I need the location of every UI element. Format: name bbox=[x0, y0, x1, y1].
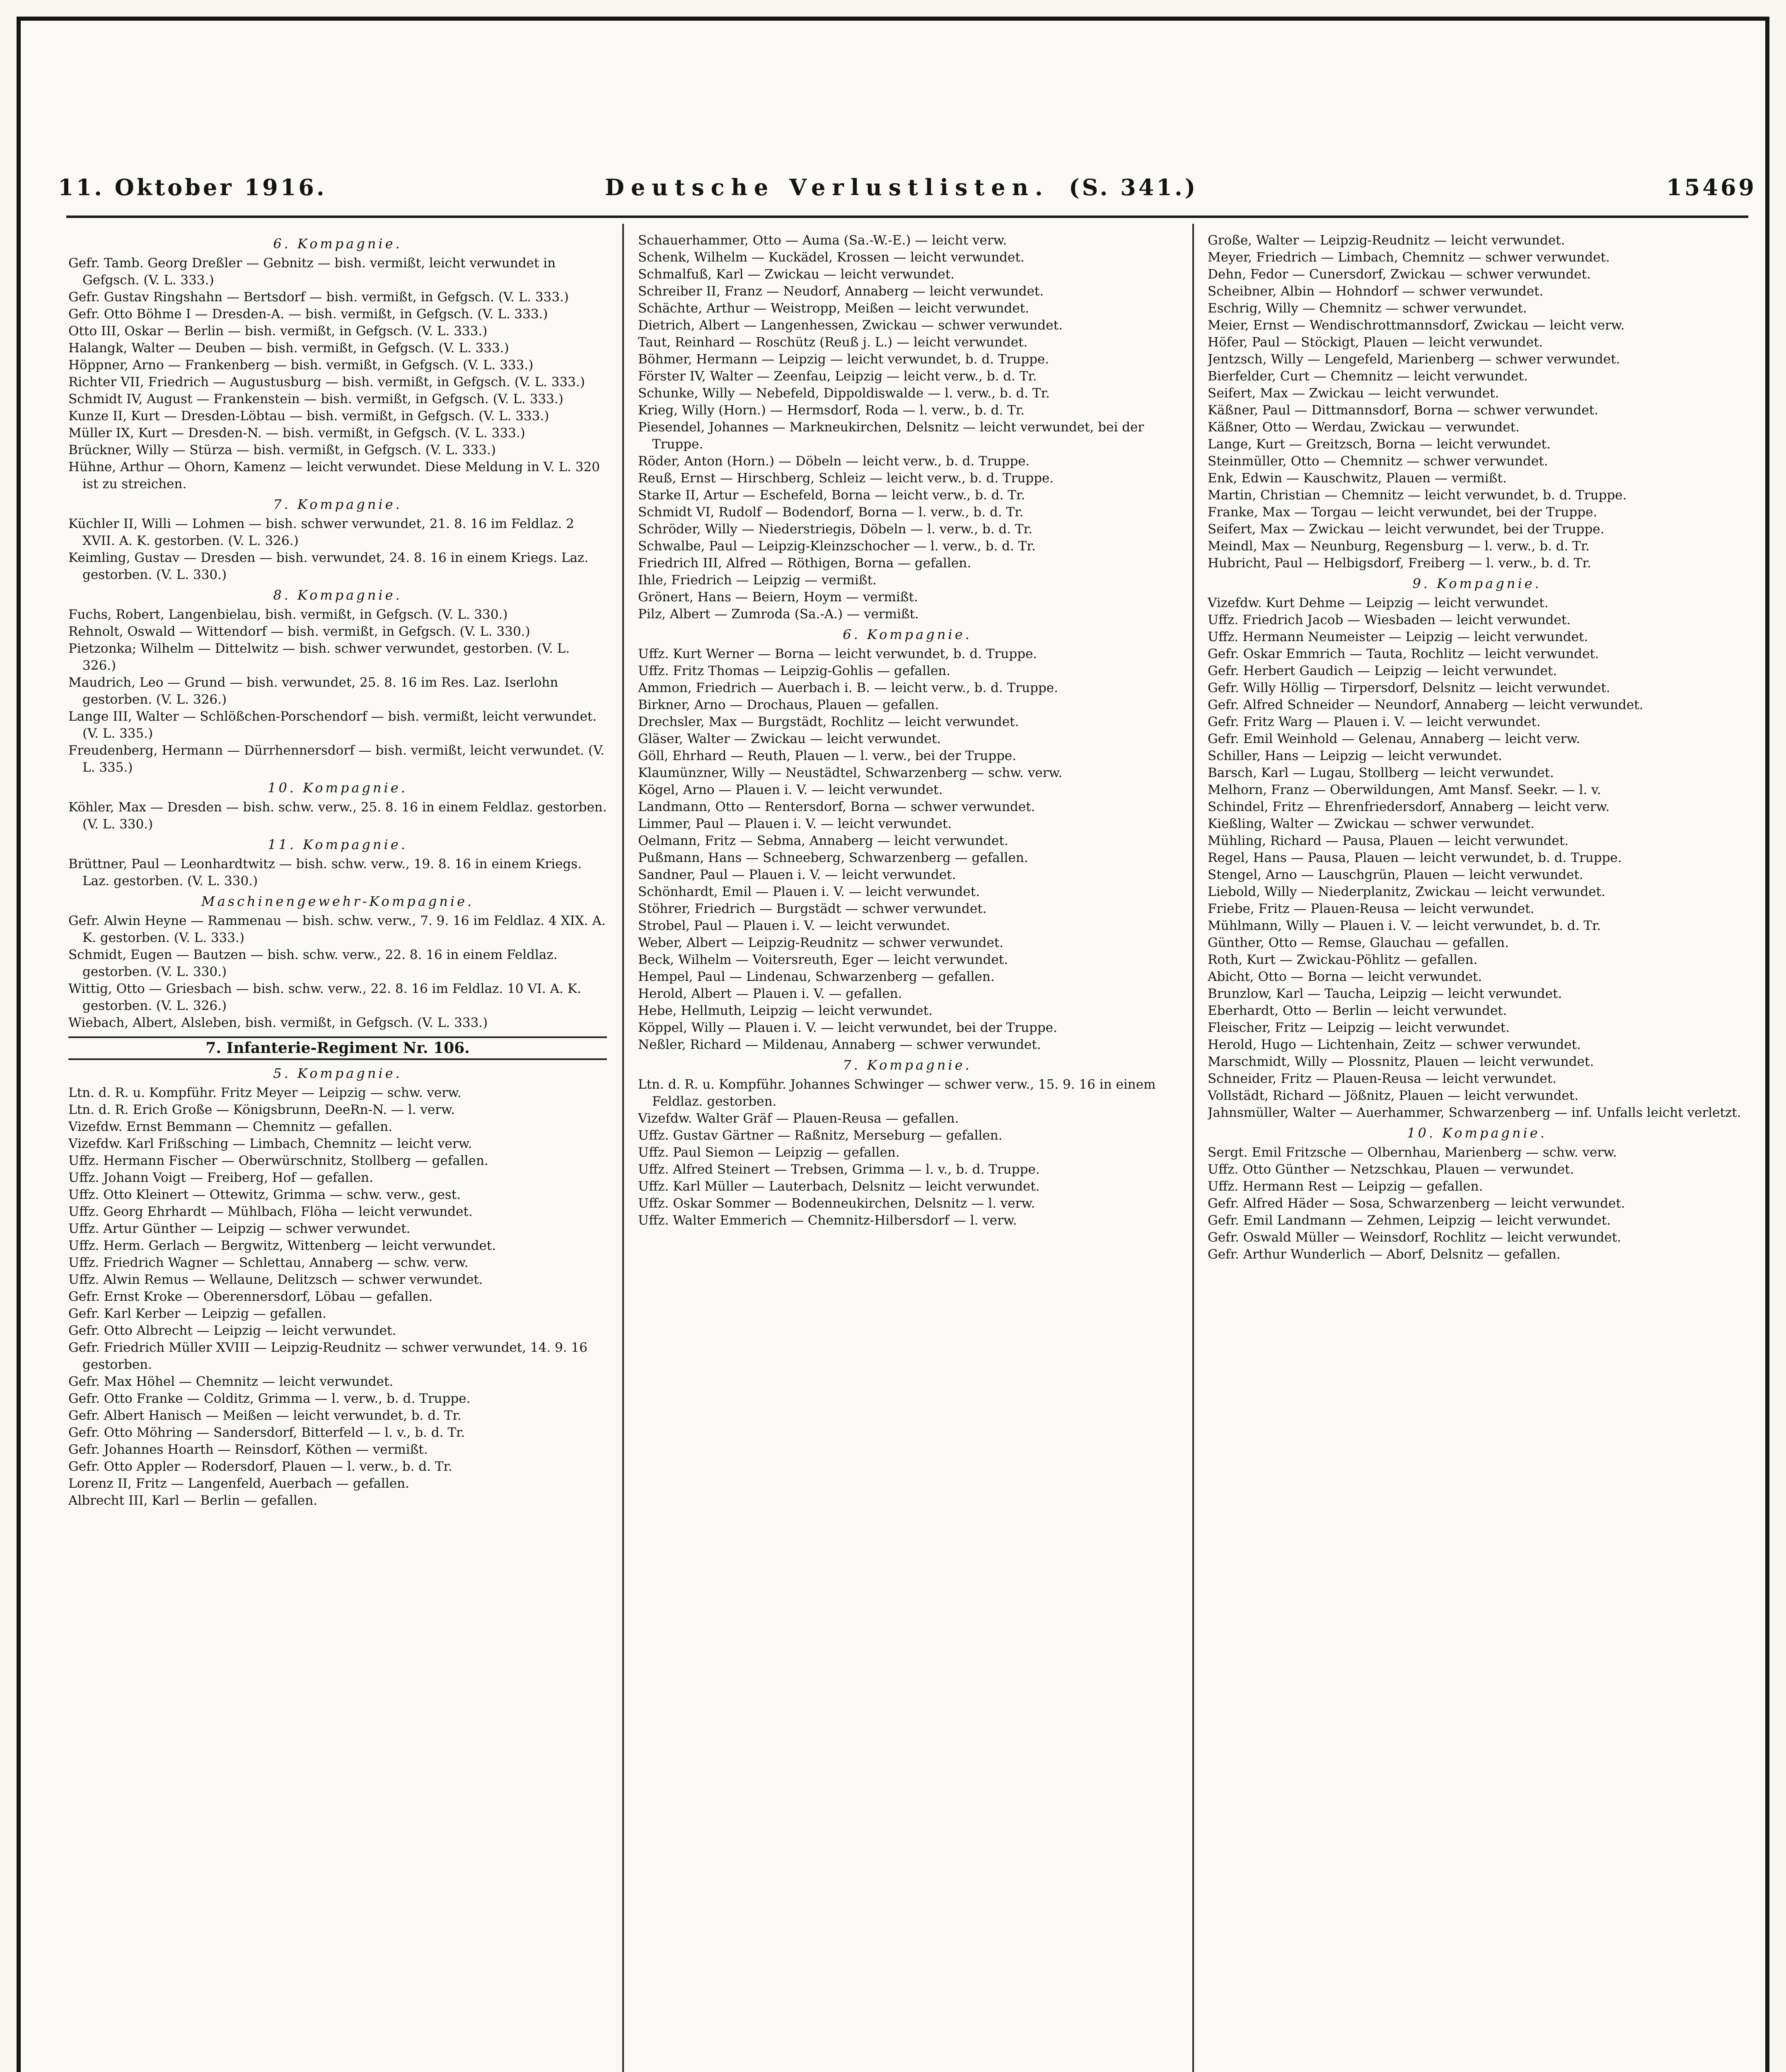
casualty-entry: Gefr. Alfred Schneider — Neundorf, Annaberg — leicht verwundet. bbox=[1208, 697, 1643, 712]
casualty-entry: Uffz. Kurt Werner — Borna — leicht verwundet, b. d. Truppe. bbox=[638, 646, 1037, 661]
casualty-entry: Schächte, Arthur — Weistropp, Meißen — leicht verwundet. bbox=[638, 301, 1030, 316]
company-heading: 10. Kompagnie. bbox=[1407, 1125, 1547, 1141]
casualty-entry: Oelmann, Fritz — Sebma, Annaberg — leicht verwundet. bbox=[638, 833, 1008, 848]
casualty-entry: Gefr. Herbert Gaudich — Leipzig — leicht verwundet. bbox=[1208, 663, 1557, 678]
casualty-entry: Bierfelder, Curt — Chemnitz — leicht verwundet. bbox=[1208, 369, 1528, 384]
page-header bbox=[58, 174, 1757, 207]
casualty-entry: Piesendel, Johannes — Markneukirchen, Delsnitz — leicht verwundet, bei der Truppe. bbox=[638, 420, 1144, 452]
casualty-entry: Schunke, Willy — Nebefeld, Dippoldiswalde — l. verw., b. d. Tr. bbox=[638, 386, 1050, 401]
casualty-entry: Brüttner, Paul — Leonhardtwitz — bish. schw. verw., 19. 8. 16 in einem Kriegs. Laz. gestorben. (V. L. 330.) bbox=[68, 857, 582, 888]
casualty-entry: Käßner, Otto — Werdau, Zwickau — verwundet. bbox=[1208, 420, 1520, 435]
casualty-entry: Stengel, Arno — Lauschgrün, Plauen — leicht verwundet. bbox=[1208, 867, 1583, 882]
casualty-entry: Gefr. Max Höhel — Chemnitz — leicht verwundet. bbox=[68, 1374, 394, 1389]
casualty-entry: Vizefdw. Kurt Dehme — Leipzig — leicht verwundet. bbox=[1208, 595, 1549, 610]
casualty-entry: Beck, Wilhelm — Voitersreuth, Eger — leicht verwundet. bbox=[638, 952, 1008, 967]
casualty-entry: Meier, Ernst — Wendischrottmannsdorf, Zwickau — leicht verw. bbox=[1208, 318, 1625, 333]
casualty-entry: Grönert, Hans — Beiern, Hoym — vermißt. bbox=[638, 590, 918, 605]
casualty-entry: Uffz. Walter Emmerich — Chemnitz-Hilbersdorf — l. verw. bbox=[638, 1213, 1017, 1228]
casualty-entry: Günther, Otto — Remse, Glauchau — gefallen. bbox=[1208, 935, 1509, 950]
casualty-entry: Jentzsch, Willy — Lengefeld, Marienberg — schwer verwundet. bbox=[1208, 352, 1620, 367]
casualty-entry: Reuß, Ernst — Hirschberg, Schleiz — leicht verw., b. d. Truppe. bbox=[638, 471, 1054, 486]
casualty-entry: Uffz. Johann Voigt — Freiberg, Hof — gefallen. bbox=[68, 1170, 373, 1185]
casualty-entry: Uffz. Friedrich Jacob — Wiesbaden — leicht verwundet. bbox=[1208, 612, 1571, 627]
casualty-entry: Käßner, Paul — Dittmannsdorf, Borna — schwer verwundet. bbox=[1208, 403, 1598, 418]
company-heading: 6. Kompagnie. bbox=[273, 236, 402, 252]
casualty-entry: Birkner, Arno — Drochaus, Plauen — gefallen. bbox=[638, 697, 939, 712]
casualty-entry: Große, Walter — Leipzig-Reudnitz — leicht verwundet. bbox=[1208, 233, 1565, 248]
casualty-entry: Göll, Ehrhard — Reuth, Plauen — l. verw., bei der Truppe. bbox=[638, 748, 1017, 763]
casualty-entry: Sergt. Emil Fritzsche — Olbernhau, Marienberg — schw. verw. bbox=[1208, 1145, 1617, 1160]
issue-number: (S. 341.) bbox=[1069, 174, 1198, 201]
casualty-entry: Uffz. Artur Günther — Leipzig — schwer verwundet. bbox=[68, 1221, 411, 1236]
casualty-entry: Schmidt, Eugen — Bautzen — bish. schw. verw., 22. 8. 16 in einem Feldlaz. gestorben. (V. L. 330.) bbox=[68, 947, 558, 979]
casualty-entry: Gefr. Oskar Emmrich — Tauta, Rochlitz — leicht verwundet. bbox=[1208, 646, 1599, 661]
casualty-entry: Gefr. Otto Franke — Colditz, Grimma — l. verw., b. d. Truppe. bbox=[68, 1391, 471, 1406]
casualty-entry: Lange, Kurt — Greitzsch, Borna — leicht verwundet. bbox=[1208, 437, 1551, 452]
casualty-entry: Schenk, Wilhelm — Kuckädel, Krossen — leicht verwundet. bbox=[638, 250, 1025, 265]
casualty-entry: Klaumünzner, Willy — Neustädtel, Schwarzenberg — schw. verw. bbox=[638, 765, 1063, 780]
casualty-entry: Barsch, Karl — Lugau, Stollberg — leicht verwundet. bbox=[1208, 765, 1554, 780]
casualty-entry: Gefr. Karl Kerber — Leipzig — gefallen. bbox=[68, 1306, 326, 1321]
casualty-entry: Uffz. Georg Ehrhardt — Mühlbach, Flöha — leicht verwundet. bbox=[68, 1204, 473, 1219]
casualty-entry: Kögel, Arno — Plauen i. V. — leicht verwundet. bbox=[638, 782, 943, 797]
casualty-entry: Förster IV, Walter — Zeenfau, Leipzig — leicht verw., b. d. Tr. bbox=[638, 369, 1037, 384]
company-heading: 8. Kompagnie. bbox=[273, 587, 402, 603]
casualty-entry: Uffz. Otto Günther — Netzschkau, Plauen — verwundet. bbox=[1208, 1162, 1574, 1177]
casualty-entry: Uffz. Fritz Thomas — Leipzig-Gohlis — gefallen. bbox=[638, 663, 951, 678]
casualty-entry: Sandner, Paul — Plauen i. V. — leicht verwundet. bbox=[638, 867, 956, 882]
casualty-entry: Uffz. Paul Siemon — Leipzig — gefallen. bbox=[638, 1145, 900, 1160]
casualty-entry: Röder, Anton (Horn.) — Döbeln — leicht verw., b. d. Truppe. bbox=[638, 454, 1030, 469]
publication-title: Deutsche Verlustlisten. bbox=[605, 174, 1049, 201]
casualty-entry: Hühne, Arthur — Ohorn, Kamenz — leicht verwundet. Diese Meldung in V. L. 320 ist zu streichen. bbox=[68, 460, 600, 491]
column-divider bbox=[1192, 224, 1194, 2072]
casualty-entry: Limmer, Paul — Plauen i. V. — leicht verwundet. bbox=[638, 816, 952, 831]
column-body bbox=[638, 232, 1177, 2072]
casualty-entry: Gefr. Oswald Müller — Weinsdorf, Rochlitz — leicht verwundet. bbox=[1208, 1230, 1622, 1245]
casualty-entry: Maudrich, Leo — Grund — bish. verwundet, 25. 8. 16 im Res. Laz. Iserlohn gestorben. (V. L. 326.) bbox=[68, 675, 558, 707]
casualty-entry: Dehn, Fedor — Cunersdorf, Zwickau — schwer verwundet. bbox=[1208, 267, 1591, 282]
casualty-entry: Herold, Albert — Plauen i. V. — gefallen. bbox=[638, 986, 902, 1001]
casualty-entry: Gefr. Fritz Warg — Plauen i. V. — leicht verwundet. bbox=[1208, 714, 1541, 729]
company-heading: 7. Kompagnie. bbox=[843, 1057, 972, 1073]
casualty-entry: Meindl, Max — Neunburg, Regensburg — l. verw., b. d. Tr. bbox=[1208, 539, 1590, 554]
casualty-entry: Rehnolt, Oswald — Wittendorf — bish. vermißt, in Gefgsch. (V. L. 330.) bbox=[68, 624, 530, 639]
casualty-entry: Uffz. Friedrich Wagner — Schlettau, Annaberg — schw. verw. bbox=[68, 1255, 469, 1270]
casualty-entry: Schauerhammer, Otto — Auma (Sa.-W.-E.) — leicht verw. bbox=[638, 233, 1007, 248]
casualty-entry: Gefr. Gustav Ringshahn — Bertsdorf — bish. vermißt, in Gefgsch. (V. L. 333.) bbox=[68, 290, 569, 305]
casualty-entry: Uffz. Gustav Gärtner — Raßnitz, Merseburg — gefallen. bbox=[638, 1128, 1003, 1143]
casualty-entry: Vizefdw. Walter Gräf — Plauen-Reusa — gefallen. bbox=[638, 1111, 959, 1126]
casualty-entry: Gefr. Emil Weinhold — Gelenau, Annaberg — leicht verw. bbox=[1208, 731, 1581, 746]
casualty-column-3 bbox=[1208, 232, 1746, 2072]
casualty-entry: Brunzlow, Karl — Taucha, Leipzig — leicht verwundet. bbox=[1208, 986, 1562, 1001]
casualty-entry: Eberhardt, Otto — Berlin — leicht verwundet. bbox=[1208, 1003, 1507, 1018]
casualty-entry: Hubricht, Paul — Helbigsdorf, Freiberg — l. verw., b. d. Tr. bbox=[1208, 556, 1591, 571]
company-heading: 9. Kompagnie. bbox=[1412, 576, 1542, 591]
casualty-entry: Uffz. Karl Müller — Lauterbach, Delsnitz — leicht verwundet. bbox=[638, 1179, 1040, 1194]
casualty-entry: Jahnsmüller, Walter — Auerhammer, Schwarzenberg — inf. Unfalls leicht verletzt. bbox=[1208, 1105, 1741, 1120]
casualty-entry: Herold, Hugo — Lichtenhain, Zeitz — schwer verwundet. bbox=[1208, 1037, 1581, 1052]
casualty-entry: Böhmer, Hermann — Leipzig — leicht verwundet, b. d. Truppe. bbox=[638, 352, 1049, 367]
casualty-entry: Gefr. Otto Appler — Rodersdorf, Plauen — l. verw., b. d. Tr. bbox=[68, 1459, 452, 1474]
casualty-entry: Uffz. Hermann Fischer — Oberwürschnitz, Stollberg — gefallen. bbox=[68, 1153, 488, 1168]
casualty-entry: Gefr. Johannes Hoarth — Reinsdorf, Köthen — vermißt. bbox=[68, 1442, 428, 1457]
regiment-heading: 7. Infanterie-Regiment Nr. 106. bbox=[68, 1036, 607, 1060]
casualty-entry: Gläser, Walter — Zwickau — leicht verwundet. bbox=[638, 731, 941, 746]
casualty-entry: Landmann, Otto — Rentersdorf, Borna — schwer verwundet. bbox=[638, 799, 1035, 814]
company-heading: 6. Kompagnie. bbox=[843, 627, 972, 642]
issue-date: 11. Oktober 1916. bbox=[58, 174, 327, 201]
casualty-entry: Schröder, Willy — Niederstriegis, Döbeln — l. verw., b. d. Tr. bbox=[638, 522, 1032, 537]
company-heading: 10. Kompagnie. bbox=[268, 780, 408, 796]
casualty-entry: Küchler II, Willi — Lohmen — bish. schwer verwundet, 21. 8. 16 im Feldlaz. 2 XVII. A. K. gestorben. (V. L. 326.) bbox=[68, 516, 574, 548]
casualty-entry: Ihle, Friedrich — Leipzig — vermißt. bbox=[638, 573, 877, 588]
header-rule bbox=[66, 215, 1748, 218]
newspaper-page bbox=[17, 17, 1769, 2072]
column-body bbox=[68, 232, 607, 2072]
casualty-entry: Müller IX, Kurt — Dresden-N. — bish. vermißt, in Gefgsch. (V. L. 333.) bbox=[68, 426, 525, 441]
casualty-entry: Taut, Reinhard — Roschütz (Reuß j. L.) — leicht verwundet. bbox=[638, 335, 1028, 350]
casualty-entry: Marschmidt, Willy — Plossnitz, Plauen — leicht verwundet. bbox=[1208, 1054, 1594, 1069]
casualty-entry: Gefr. Otto Möhring — Sandersdorf, Bitterfeld — l. v., b. d. Tr. bbox=[68, 1425, 465, 1440]
casualty-entry: Höfer, Paul — Stöckigt, Plauen — leicht verwundet. bbox=[1208, 335, 1543, 350]
casualty-entry: Schmidt IV, August — Frankenstein — bish. vermißt, in Gefgsch. (V. L. 333.) bbox=[68, 392, 563, 407]
casualty-entry: Starke II, Artur — Eschefeld, Borna — leicht verw., b. d. Tr. bbox=[638, 488, 1025, 503]
casualty-entry: Fuchs, Robert, Langenbielau, bish. vermißt, in Gefgsch. (V. L. 330.) bbox=[68, 607, 508, 622]
casualty-entry: Drechsler, Max — Burgstädt, Rochlitz — leicht verwundet. bbox=[638, 714, 1019, 729]
casualty-entry: Dietrich, Albert — Langenhessen, Zwickau — schwer verwundet. bbox=[638, 318, 1063, 333]
casualty-entry: Lorenz II, Fritz — Langenfeld, Auerbach — gefallen. bbox=[68, 1476, 409, 1491]
company-heading: Maschinengewehr-Kompagnie. bbox=[201, 893, 474, 909]
casualty-entry: Gefr. Ernst Kroke — Oberennersdorf, Löbau — gefallen. bbox=[68, 1289, 433, 1304]
casualty-column-2 bbox=[638, 232, 1177, 2072]
casualty-entry: Hebe, Hellmuth, Leipzig — leicht verwundet. bbox=[638, 1003, 933, 1018]
company-heading: 5. Kompagnie. bbox=[273, 1065, 402, 1081]
casualty-entry: Strobel, Paul — Plauen i. V. — leicht verwundet. bbox=[638, 918, 950, 933]
column-body bbox=[1208, 232, 1746, 2072]
casualty-entry: Ltn. d. R. u. Kompführ. Fritz Meyer — Leipzig — schw. verw. bbox=[68, 1085, 462, 1100]
casualty-entry: Uffz. Oskar Sommer — Bodenneukirchen, Delsnitz — l. verw. bbox=[638, 1196, 1035, 1211]
casualty-entry: Eschrig, Willy — Chemnitz — schwer verwundet. bbox=[1208, 301, 1527, 316]
casualty-entry: Kunze II, Kurt — Dresden-Löbtau — bish. vermißt, in Gefgsch. (V. L. 333.) bbox=[68, 409, 549, 424]
casualty-entry: Schmidt VI, Rudolf — Bodendorf, Borna — l. verw., b. d. Tr. bbox=[638, 505, 1024, 520]
casualty-entry: Wittig, Otto — Griesbach — bish. schw. verw., 22. 8. 16 im Feldlaz. 10 VI. A. K. gestorben. (V. L. 326.) bbox=[68, 981, 581, 1013]
casualty-entry: Richter VII, Friedrich — Augustusburg — bish. vermißt, in Gefgsch. (V. L. 333.) bbox=[68, 375, 585, 390]
casualty-entry: Steinmüller, Otto — Chemnitz — schwer verwundet. bbox=[1208, 454, 1548, 469]
casualty-entry: Kießling, Walter — Zwickau — schwer verwundet. bbox=[1208, 816, 1535, 831]
casualty-entry: Schönhardt, Emil — Plauen i. V. — leicht verwundet. bbox=[638, 884, 980, 899]
casualty-entry: Gefr. Otto Böhme I — Dresden-A. — bish. vermißt, in Gefgsch. (V. L. 333.) bbox=[68, 307, 548, 322]
casualty-entry: Gefr. Otto Albrecht — Leipzig — leicht verwundet. bbox=[68, 1323, 396, 1338]
casualty-entry: Brückner, Willy — Stürza — bish. vermißt, in Gefgsch. (V. L. 333.) bbox=[68, 443, 496, 457]
casualty-entry: Friebe, Fritz — Plauen-Reusa — leicht verwundet. bbox=[1208, 901, 1535, 916]
casualty-entry: Freudenberg, Hermann — Dürrhennersdorf — bish. vermißt, leicht verwundet. (V. L. 335.) bbox=[68, 743, 604, 775]
casualty-entry: Uffz. Alwin Remus — Wellaune, Delitzsch — schwer verwundet. bbox=[68, 1272, 483, 1287]
casualty-entry: Regel, Hans — Pausa, Plauen — leicht verwundet, b. d. Truppe. bbox=[1208, 850, 1622, 865]
casualty-entry: Krieg, Willy (Horn.) — Hermsdorf, Roda — l. verw., b. d. Tr. bbox=[638, 403, 1025, 418]
casualty-entry: Melhorn, Franz — Oberwildungen, Amt Mansf. Seekr. — l. v. bbox=[1208, 782, 1601, 797]
casualty-entry: Franke, Max — Torgau — leicht verwundet, bei der Truppe. bbox=[1208, 505, 1597, 520]
casualty-entry: Schindel, Fritz — Ehrenfriedersdorf, Annaberg — leicht verw. bbox=[1208, 799, 1610, 814]
casualty-entry: Gefr. Alfred Häder — Sosa, Schwarzenberg — leicht verwundet. bbox=[1208, 1196, 1625, 1211]
casualty-entry: Gefr. Emil Landmann — Zehmen, Leipzig — leicht verwundet. bbox=[1208, 1213, 1611, 1228]
casualty-entry: Uffz. Otto Kleinert — Ottewitz, Grimma — schw. verw., gest. bbox=[68, 1187, 461, 1202]
casualty-entry: Neßler, Richard — Mildenau, Annaberg — schwer verwundet. bbox=[638, 1037, 1041, 1052]
casualty-entry: Seifert, Max — Zwickau — leicht verwundet, bei der Truppe. bbox=[1208, 522, 1605, 537]
casualty-entry: Gefr. Friedrich Müller XVIII — Leipzig-Reudnitz — schwer verwundet, 14. 9. 16 gestorben. bbox=[68, 1340, 587, 1372]
casualty-entry: Vollstädt, Richard — Jößnitz, Plauen — leicht verwundet. bbox=[1208, 1088, 1579, 1103]
company-heading: 7. Kompagnie. bbox=[273, 496, 402, 512]
company-heading: 11. Kompagnie. bbox=[268, 837, 408, 852]
casualty-entry: Lange III, Walter — Schlößchen-Porschendorf — bish. vermißt, leicht verwundet. (V. L. 335.) bbox=[68, 709, 597, 741]
casualty-entry: Gefr. Willy Höllig — Tirpersdorf, Delsnitz — leicht verwundet. bbox=[1208, 680, 1610, 695]
casualty-entry: Uffz. Hermann Rest — Leipzig — gefallen. bbox=[1208, 1179, 1483, 1194]
column-divider bbox=[622, 224, 624, 2072]
casualty-entry: Ltn. d. R. Erich Große — Königsbrunn, DeeRn-N. — l. verw. bbox=[68, 1102, 455, 1117]
casualty-entry: Scheibner, Albin — Hohndorf — schwer verwundet. bbox=[1208, 284, 1544, 299]
casualty-entry: Vizefdw. Ernst Bemmann — Chemnitz — gefallen. bbox=[68, 1119, 392, 1134]
casualty-entry: Weber, Albert — Leipzig-Reudnitz — schwer verwundet. bbox=[638, 935, 1004, 950]
casualty-entry: Fleischer, Fritz — Leipzig — leicht verwundet. bbox=[1208, 1020, 1510, 1035]
casualty-entry: Köhler, Max — Dresden — bish. schw. verw., 25. 8. 16 in einem Feldlaz. gestorben. (V. L. 330.) bbox=[68, 800, 607, 832]
casualty-column-1 bbox=[68, 232, 607, 2072]
casualty-entry: Albrecht III, Karl — Berlin — gefallen. bbox=[68, 1493, 318, 1508]
casualty-entry: Uffz. Alfred Steinert — Trebsen, Grimma — l. v., b. d. Truppe. bbox=[638, 1162, 1040, 1177]
casualty-entry: Stöhrer, Friedrich — Burgstädt — schwer verwundet. bbox=[638, 901, 987, 916]
casualty-entry: Otto III, Oskar — Berlin — bish. vermißt, in Gefgsch. (V. L. 333.) bbox=[68, 324, 488, 339]
casualty-entry: Liebold, Willy — Niederplanitz, Zwickau — leicht verwundet. bbox=[1208, 884, 1605, 899]
casualty-entry: Uffz. Herm. Gerlach — Bergwitz, Wittenberg — leicht verwundet. bbox=[68, 1238, 496, 1253]
casualty-entry: Friedrich III, Alfred — Röthigen, Borna — gefallen. bbox=[638, 556, 972, 571]
casualty-entry: Martin, Christian — Chemnitz — leicht verwundet, b. d. Truppe. bbox=[1208, 488, 1627, 503]
casualty-entry: Schmalfuß, Karl — Zwickau — leicht verwundet. bbox=[638, 267, 955, 282]
casualty-entry: Pußmann, Hans — Schneeberg, Schwarzenberg — gefallen. bbox=[638, 850, 1028, 865]
casualty-entry: Mühlmann, Willy — Plauen i. V. — leicht verwundet, b. d. Tr. bbox=[1208, 918, 1601, 933]
casualty-entry: Köppel, Willy — Plauen i. V. — leicht verwundet, bei der Truppe. bbox=[638, 1020, 1057, 1035]
casualty-entry: Pietzonka; Wilhelm — Dittelwitz — bish. schwer verwundet, gestorben. (V. L. 326.) bbox=[68, 641, 570, 673]
casualty-entry: Vizefdw. Karl Frißsching — Limbach, Chemnitz — leicht verw. bbox=[68, 1136, 472, 1151]
casualty-entry: Mühling, Richard — Pausa, Plauen — leicht verwundet. bbox=[1208, 833, 1569, 848]
casualty-entry: Ammon, Friedrich — Auerbach i. B. — leicht verw., b. d. Truppe. bbox=[638, 680, 1059, 695]
casualty-entry: Schiller, Hans — Leipzig — leicht verwundet. bbox=[1208, 748, 1502, 763]
casualty-entry: Gefr. Arthur Wunderlich — Aborf, Delsnitz — gefallen. bbox=[1208, 1247, 1561, 1262]
casualty-entry: Pilz, Albert — Zumroda (Sa.-A.) — vermißt. bbox=[638, 607, 919, 622]
casualty-entry: Schwalbe, Paul — Leipzig-Kleinzschocher — l. verw., b. d. Tr. bbox=[638, 539, 1036, 554]
casualty-entry: Keimling, Gustav — Dresden — bish. verwundet, 24. 8. 16 in einem Kriegs. Laz. gestorben. (V. L. 330.) bbox=[68, 550, 589, 582]
casualty-entry: Schreiber II, Franz — Neudorf, Annaberg — leicht verwundet. bbox=[638, 284, 1044, 299]
casualty-entry: Meyer, Friedrich — Limbach, Chemnitz — schwer verwundet. bbox=[1208, 250, 1610, 265]
casualty-entry: Uffz. Hermann Neumeister — Leipzig — leicht verwundet. bbox=[1208, 629, 1588, 644]
casualty-entry: Abicht, Otto — Borna — leicht verwundet. bbox=[1208, 969, 1482, 984]
casualty-entry: Gefr. Alwin Heyne — Rammenau — bish. schw. verw., 7. 9. 16 im Feldlaz. 4 XIX. A. K. gestorben. (V. L. 333.) bbox=[68, 913, 606, 945]
casualty-entry: Wiebach, Albert, Alsleben, bish. vermißt, in Gefgsch. (V. L. 333.) bbox=[68, 1015, 488, 1030]
casualty-entry: Gefr. Tamb. Georg Dreßler — Gebnitz — bish. vermißt, leicht verwundet in Gefgsch. (V. L. 333.) bbox=[68, 256, 556, 288]
casualty-entry: Hempel, Paul — Lindenau, Schwarzenberg — gefallen. bbox=[638, 969, 995, 984]
casualty-entry: Gefr. Albert Hanisch — Meißen — leicht verwundet, b. d. Tr. bbox=[68, 1408, 462, 1423]
casualty-entry: Höppner, Arno — Frankenberg — bish. vermißt, in Gefgsch. (V. L. 333.) bbox=[68, 358, 534, 373]
casualty-entry: Schneider, Fritz — Plauen-Reusa — leicht verwundet. bbox=[1208, 1071, 1557, 1086]
page-number: 15469 bbox=[1666, 174, 1757, 201]
casualty-entry: Seifert, Max — Zwickau — leicht verwundet. bbox=[1208, 386, 1499, 401]
casualty-entry: Ltn. d. R. u. Kompführ. Johannes Schwinger — schwer verw., 15. 9. 16 in einem Feldlaz. gestorben. bbox=[638, 1077, 1156, 1109]
casualty-entry: Halangk, Walter — Deuben — bish. vermißt, in Gefgsch. (V. L. 333.) bbox=[68, 341, 509, 356]
casualty-entry: Enk, Edwin — Kauschwitz, Plauen — vermißt. bbox=[1208, 471, 1507, 486]
casualty-entry: Roth, Kurt — Zwickau-Pöhlitz — gefallen. bbox=[1208, 952, 1478, 967]
